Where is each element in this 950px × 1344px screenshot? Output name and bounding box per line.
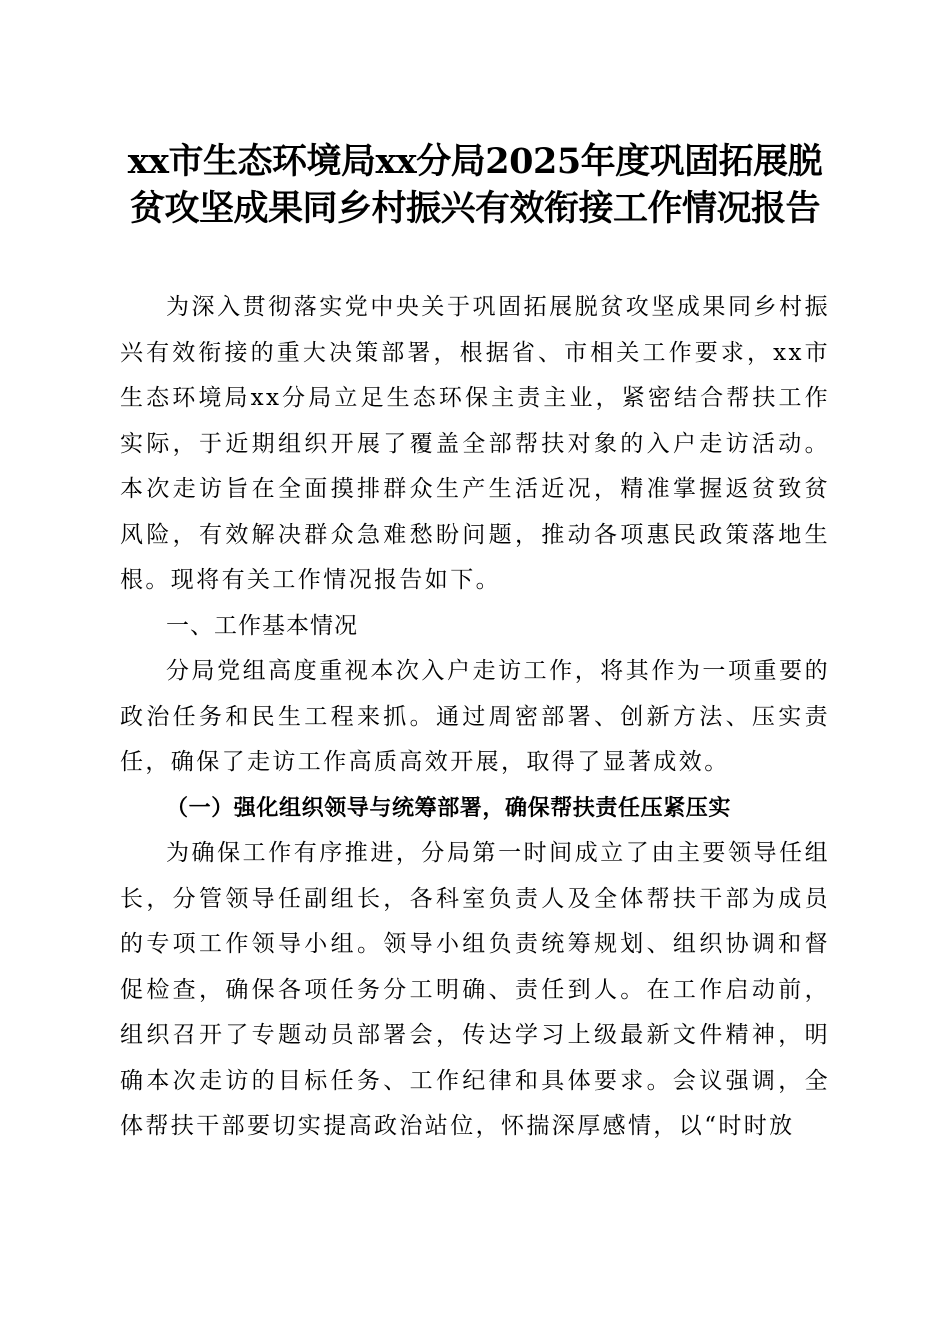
subsection-heading-1: （一）强化组织领导与统筹部署，确保帮扶责任压紧压实 [166,794,732,821]
document-page [120,138,830,1150]
document-body [120,285,830,1150]
intro-paragraph: 为深入贯彻落实党中央关于巩固拓展脱贫攻坚成果同乡村振兴有效衔接的重大决策部署，根据省、市相关工作要求，xx市生态环境局xx分局立足生态环保主责主业，紧密结合帮扶工作实际，于近期组织开展了覆盖全部帮扶对象的入户走访活动。本次走访旨在全面摸排群众生产生活近况，精准掌握返贫致贫风险，有效解决群众急难愁盼问题，推动各项惠民政策落地生根。现将有关工作情况报告如下。 [120,294,830,593]
section-heading-1: 一、工作基本情况 [166,612,358,639]
section-1-paragraph: 分局党组高度重视本次入户走访工作，将其作为一项重要的政治任务和民生工程来抓。通过周密部署、创新方法、压实责任，确保了走访工作高质高效开展，取得了显著成效。 [120,658,830,775]
title-line-2: 贫攻坚成果同乡村振兴有效衔接工作情况报告 [129,188,820,229]
subsection-1-paragraph: 为确保工作有序推进，分局第一时间成立了由主要领导任组长，分管领导任副组长，各科室负责人及全体帮扶干部为成员的专项工作领导小组。领导小组负责统筹规划、组织协调和督促检查，确保各项任务分工明确、责任到人。在工作启动前，组织召开了专题动员部署会，传达学习上级最新文件精神，明确本次走访的目标任务、工作纪律和具体要求。会议强调，全体帮扶干部要切实提高政治站位，怀揣深厚感情，以“时时放 [120,840,830,1139]
title-line-1: xx市生态环境局xx分局2025年度巩固拓展脱 [127,141,823,182]
document-title [120,138,830,232]
